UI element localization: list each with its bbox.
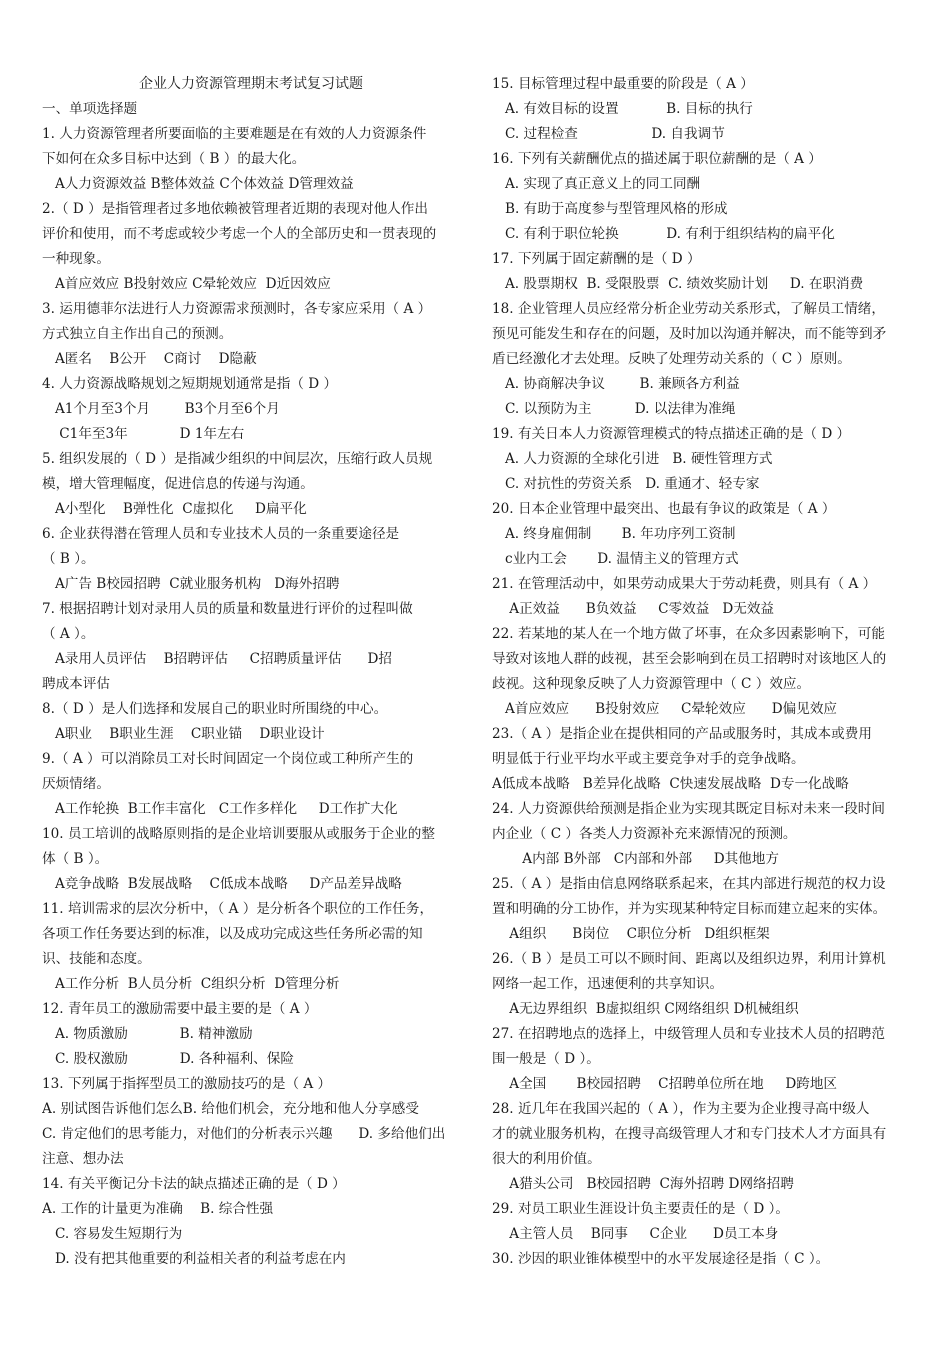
right-line: A全国 B校园招聘 C招聘单位所在地 D跨地区 <box>492 1076 838 1092</box>
left-line: （ B ）。 <box>42 551 95 567</box>
right-line: A. 终身雇佣制 B. 年功序列工资制 <box>492 526 736 542</box>
left-line: A1个月至3个月 B3个月至6个月 <box>42 401 280 417</box>
right-line: 预见可能发生和存在的问题，及时加以沟通并解决，而不能等到矛 <box>492 326 887 342</box>
left-line: A工作分析 B人员分析 C组织分析 D管理分析 <box>42 976 340 992</box>
right-line: A主管人员 B同事 C企业 D员工本身 <box>492 1226 779 1242</box>
left-column <box>42 72 460 1272</box>
right-line: A组织 B岗位 C职位分析 D组织框架 <box>492 926 770 942</box>
left-line: C. 股权激励 D. 各种福利、保险 <box>42 1051 294 1067</box>
right-line: 歧视。这种现象反映了人力资源管理中（ C ）效应。 <box>492 676 811 692</box>
right-line: 15. 目标管理过程中最重要的阶段是（ A ） <box>492 76 754 92</box>
right-line: 26.（ B ）是员工可以不顾时间、距离以及组织边界，利用计算机 <box>492 951 886 967</box>
left-line: A小型化 B弹性化 C虚拟化 D扁平化 <box>42 501 307 517</box>
left-line: 识、技能和态度。 <box>42 951 151 967</box>
right-line: B. 有助于高度参与型管理风格的形成 <box>492 201 728 217</box>
left-line: D. 没有把其他重要的利益相关者的利益考虑在内 <box>42 1251 346 1267</box>
right-line: A无边界组织 B虚拟组织 C网络组织 D机械组织 <box>492 1001 799 1017</box>
right-line: 明显低于行业平均水平或主要竞争对手的竞争战略。 <box>492 751 805 767</box>
right-line: A. 协商解决争议 B. 兼顾各方利益 <box>492 376 740 392</box>
right-line: 23.（ A ）是指企业在提供相同的产品或服务时，其成本或费用 <box>492 726 872 742</box>
left-line: 聘成本评估 <box>42 676 110 692</box>
left-line: 下如何在众多目标中达到（ B ）的最大化。 <box>42 151 306 167</box>
right-line: 27. 在招聘地点的选择上，中级管理人员和专业技术人员的招聘范 <box>492 1026 885 1042</box>
left-line: 9.（ A ）可以消除员工对长时间固定一个岗位或工种所产生的 <box>42 751 414 767</box>
right-line: C. 对抗性的劳资关系 D. 重通才、轻专家 <box>492 476 760 492</box>
right-line: A正效益 B负效益 C零效益 D无效益 <box>492 601 775 617</box>
left-line: 6. 企业获得潜在管理人员和专业技术人员的一条重要途径是 <box>42 526 400 542</box>
right-line: 17. 下列属于固定薪酬的是（ D ） <box>492 251 701 267</box>
right-line: 盾已经激化才去处理。反映了处理劳动关系的（ C ）原则。 <box>492 351 851 367</box>
right-column <box>492 72 912 1272</box>
right-line: A首应效应 B投射效应 C晕轮效应 D偏见效应 <box>492 701 838 717</box>
right-line: A. 股票期权 B. 受限股票 C. 绩效奖励计划 D. 在职消费 <box>492 276 864 292</box>
left-line: 13. 下列属于指挥型员工的激励技巧的是（ A ） <box>42 1076 332 1092</box>
left-line: 14. 有关平衡记分卡法的缺点描述正确的是（ D ） <box>42 1176 346 1192</box>
left-line: 10. 员工培训的战略原则指的是企业培训要服从或服务于企业的整 <box>42 826 435 842</box>
left-line: A. 工作的计量更为准确 B. 综合性强 <box>42 1201 274 1217</box>
right-line: 才的就业服务机构，在搜寻高级管理人才和专门技术人才方面具有 <box>492 1126 887 1142</box>
right-line: 20. 日本企业管理中最突出、也最有争议的政策是（ A ） <box>492 501 836 517</box>
right-line: 很大的利用价值。 <box>492 1151 601 1167</box>
right-line: 内企业（ C ）各类人力资源补充来源情况的预测。 <box>492 826 797 842</box>
left-line: A广告 B校园招聘 C就业服务机构 D海外招聘 <box>42 576 340 592</box>
left-line: A职业 B职业生涯 C职业锚 D职业设计 <box>42 726 325 742</box>
left-line: 注意、想办法 <box>42 1151 124 1167</box>
right-line: 网络一起工作，迅速便利的共享知识。 <box>492 976 724 992</box>
left-line: A人力资源效益 B整体效益 C个体效益 D管理效益 <box>42 176 354 192</box>
right-line: C. 以预防为主 D. 以法律为准绳 <box>492 401 736 417</box>
right-line: 21. 在管理活动中，如果劳动成果大于劳动耗费，则具有（ A ） <box>492 576 877 592</box>
left-line: C. 容易发生短期行为 <box>42 1226 183 1242</box>
right-line: 30. 沙因的职业锥体模型中的水平发展途径是指（ C ）。 <box>492 1251 830 1267</box>
left-line: A. 别试图告诉他们怎么B. 给他们机会，充分地和他人分享感受 <box>42 1101 419 1117</box>
right-line: A猎头公司 B校园招聘 C海外招聘 D网络招聘 <box>492 1176 794 1192</box>
left-line: C1年至3年 D 1年左右 <box>42 426 245 442</box>
right-line: 16. 下列有关薪酬优点的描述属于职位薪酬的是（ A ） <box>492 151 822 167</box>
right-line: 22. 若某地的某人在一个地方做了坏事，在众多因素影响下，可能 <box>492 626 885 642</box>
left-line: 各项工作任务要达到的标准，以及成功完成这些任务所必需的知 <box>42 926 423 942</box>
left-line: 模，增大管理幅度，促进信息的传递与沟通。 <box>42 476 314 492</box>
right-line: 导致对该地人群的歧视，甚至会影响到在员工招聘时对该地区人的 <box>492 651 887 667</box>
right-line: 置和明确的分工协作，并为实现某种特定目标而建立起来的实体。 <box>492 901 887 917</box>
right-line: 29. 对员工职业生涯设计负主要责任的是（ D ）。 <box>492 1201 789 1217</box>
right-line: A内部 B外部 C内部和外部 D其他地方 <box>492 851 779 867</box>
left-line: 2.（ D ）是指管理者过多地依赖被管理者近期的表现对他人作出 <box>42 201 428 217</box>
left-line: 4. 人力资源战略规划之短期规划通常是指（ D ） <box>42 376 338 392</box>
left-line: 7. 根据招聘计划对录用人员的质量和数量进行评价的过程叫做 <box>42 601 413 617</box>
right-line: A低成本战略 B差异化战略 C快速发展战略 D专一化战略 <box>492 776 849 792</box>
left-line: A首应效应 B投射效应 C晕轮效应 D近因效应 <box>42 276 331 292</box>
left-line: 方式独立自主作出自己的预测。 <box>42 326 233 342</box>
right-line: C. 有利于职位轮换 D. 有利于组织结构的扁平化 <box>492 226 835 242</box>
right-line: c业内工会 D. 温情主义的管理方式 <box>492 551 739 567</box>
left-line: 1. 人力资源管理者所要面临的主要难题是在有效的人力资源条件 <box>42 126 427 142</box>
right-line: A. 有效目标的设置 B. 目标的执行 <box>492 101 753 117</box>
right-line: 25.（ A ）是指由信息网络联系起来，在其内部进行规范的权力设 <box>492 876 886 892</box>
left-line: 12. 青年员工的激励需要中最主要的是（ A ） <box>42 1001 318 1017</box>
section-heading: 一、单项选择题 <box>42 101 138 117</box>
right-line: 28. 近几年在我国兴起的（ A ），作为主要为企业搜寻高中级人 <box>492 1101 870 1117</box>
right-line: A. 人力资源的全球化引进 B. 硬性管理方式 <box>492 451 773 467</box>
right-line: 18. 企业管理人员应经常分析企业劳动关系形式，了解员工情绪， <box>492 301 885 317</box>
left-line: 厌烦情绪。 <box>42 776 110 792</box>
right-line: A. 实现了真正意义上的同工同酬 <box>492 176 701 192</box>
left-line: A匿名 B公开 C商讨 D隐蔽 <box>42 351 257 367</box>
right-line: 24. 人力资源供给预测是指企业为实现其既定目标对未来一段时间 <box>492 801 885 817</box>
left-line: 8.（ D ）是人们选择和发展自己的职业时所围绕的中心。 <box>42 701 388 717</box>
left-line: A录用人员评估 B招聘评估 C招聘质量评估 D招 <box>42 651 392 667</box>
right-line: 19. 有关日本人力资源管理模式的特点描述正确的是（ D ） <box>492 426 851 442</box>
left-line: A工作轮换 B工作丰富化 C工作多样化 D工作扩大化 <box>42 801 398 817</box>
left-line: （ A ）。 <box>42 626 95 642</box>
right-line: 围一般是（ D ）。 <box>492 1051 600 1067</box>
left-line: 体（ B ）。 <box>42 851 109 867</box>
left-line: 一种现象。 <box>42 251 110 267</box>
left-line: 评价和使用，而不考虑或较少考虑一个人的全部历史和一贯表现的 <box>42 226 437 242</box>
left-line: 11. 培训需求的层次分析中，（ A ）是分析各个职位的工作任务， <box>42 901 434 917</box>
document-title: 企业人力资源管理期末考试复习试题 <box>139 76 363 92</box>
left-line: A竞争战略 B发展战略 C低成本战略 D产品差异战略 <box>42 876 402 892</box>
right-line: C. 过程检查 D. 自我调节 <box>492 126 725 142</box>
left-line: A. 物质激励 B. 精神激励 <box>42 1026 253 1042</box>
left-line: 3. 运用德菲尔法进行人力资源需求预测时，各专家应采用（ A ） <box>42 301 432 317</box>
left-line: C. 肯定他们的思考能力，对他们的分析表示兴趣 D. 多给他们出 <box>42 1126 446 1142</box>
left-line: 5. 组织发展的（ D ）是指减少组织的中间层次，压缩行政人员规 <box>42 451 433 467</box>
